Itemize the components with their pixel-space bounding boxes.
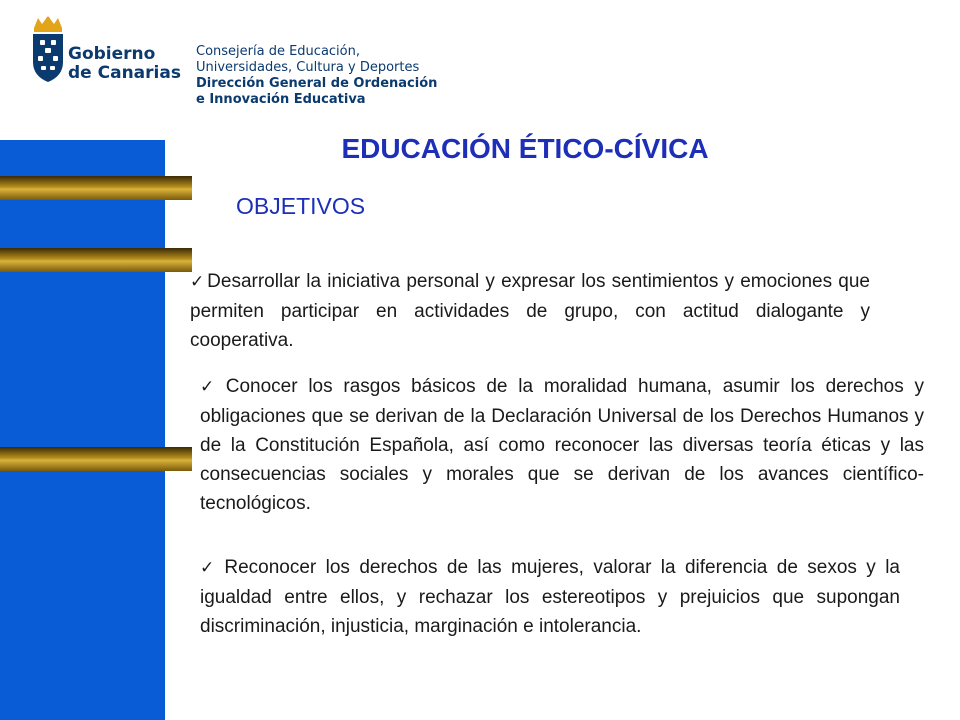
brand-name bbox=[68, 45, 181, 83]
gold-band bbox=[0, 447, 192, 471]
dept-line-2: Universidades, Cultura y Deportes bbox=[196, 60, 420, 75]
brand-line-2: de Canarias bbox=[68, 63, 181, 83]
checkmark-icon: ✓ bbox=[190, 272, 206, 292]
gold-band bbox=[0, 248, 192, 272]
checkmark-icon: ✓ bbox=[200, 558, 219, 578]
dept-line-4: e Innovación Educativa bbox=[196, 92, 366, 107]
dept-line-1: Consejería de Educación, bbox=[196, 44, 360, 59]
blue-sidebar bbox=[0, 140, 165, 720]
dept-line-3: Dirección General de Ordenación bbox=[196, 76, 438, 91]
section-subtitle: OBJETIVOS bbox=[236, 193, 366, 219]
coat-of-arms-icon bbox=[30, 14, 66, 84]
objective-text: Conocer los rasgos básicos de la moralidad humana, asumir los derechos y obligaciones que se derivan de la Declaración Universal de los Derechos Humanos y de la Constitución Española, así como reconocer las diversas teoría éticas y las consecuencias sociales y morales que se derivan de los avances científico-tecnológicos. bbox=[200, 376, 924, 514]
objective-item bbox=[200, 372, 924, 518]
brand-line-1: Gobierno bbox=[68, 44, 156, 64]
objective-item bbox=[200, 553, 900, 641]
checkmark-icon: ✓ bbox=[200, 377, 220, 397]
gold-band bbox=[0, 176, 192, 200]
objective-text: Reconocer los derechos de las mujeres, valorar la diferencia de sexos y la igualdad entre ellos, y rechazar los estereotipos y prejuicios que supongan discriminación, injusticia, marginación e intolerancia. bbox=[200, 557, 900, 637]
page-title: EDUCACIÓN ÉTICO-CÍVICA bbox=[341, 133, 709, 164]
objective-item bbox=[190, 267, 870, 355]
objective-text: Desarrollar la iniciativa personal y expresar los sentimientos y emociones que permiten participar en actividades de grupo, con actitud dialogante y cooperativa. bbox=[190, 271, 870, 351]
